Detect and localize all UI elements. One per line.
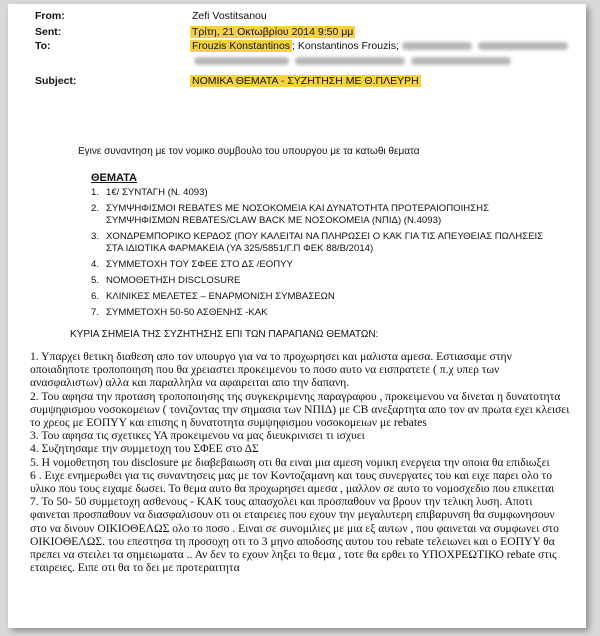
topic-item bbox=[91, 231, 561, 255]
email-printout bbox=[8, 4, 586, 628]
topic-text: ΣΥΜΨΗΦΙΣΜΟΙ REBATES ΜΕ ΝΟΣΟΚΟΜΕΙΑ ΚΑΙ ΔΥΝΑΤΟΤΗΤΑ ΠΡΟΤΕΡΑΙΟΠΟΙΗΣΗΣ ΣΥΜΨΗΦΙΣΜΩΝ REBATES/CLAW BACK ΜΕ ΝΟΣΟΚΟΜΕΙΑ (ΝΠΙΔ) (Ν.4093) bbox=[106, 203, 489, 226]
discussion-point: 7. Το 50- 50 συμμετοχη ασθενους - ΚΑΚ τους απασχολει και προσπαθουν να βρουν την τελικη λυση. Αποτι φαινεται προσπαθουν να διασφαλισουν οτι οι εταιρειες που εχουν την μεγαλυτερη επιβαρυνση θα συμφωνησουν στο να δινουν ΟΙΚΙΟΘΕΛΩΣ ολο το ποσο . Ειναι σε συνομιλιες με μια εξ αυτων , που φαινεται να συμφωνει στο ΟΙΚΙΟΘΕΛΩΣ. του επεστησα τη προσοχη οτι το 3 μηνο αποδοσης αυτου του rebate τελειωνει και ο ΕΟΠΥΥ θα πρεπει να στειλει τα σημειωματα .. Αν δεν το εχουν ληξει το θεμα , τοτε θα ερθει το ΥΠΟΧΡΕΩΤΙΚΟ rebate στις εταιρειες. Ειπε οτι θα το δει με προτεραιτητα bbox=[30, 495, 559, 575]
discussion-points bbox=[30, 350, 570, 574]
from-label: From: bbox=[35, 10, 65, 22]
topic-number: 3. bbox=[91, 231, 100, 242]
sent-value: Τρίτη, 21 Οκτωβρίου 2014 9:50 μμ bbox=[192, 26, 354, 38]
topic-text: ΧΟΝΔΡΕΜΠΟΡΙΚΟ ΚΕΡΔΟΣ (ΠΟΥ ΚΑΛΕΙΤΑΙ ΝΑ ΠΛΗΡΩΣΕΙ Ο ΚΑΚ ΓΙΑ ΤΙΣ ΑΠΕΥΘΕΙΑΣ ΠΩΛΗΣΕΙΣ ΣΤΑ ΙΔΙΩΤΙΚΑ ΦΑΡΜΑΚΕΙΑ (ΥΑ 325/5851/Γ.Π ΦΕΚ 88/Β/2014) bbox=[106, 231, 544, 254]
intro-text: Εγινε συναντηση με τον νομικο συμβουλο του υπουργου με τα κατωθι θεματα bbox=[78, 146, 420, 157]
topic-number: 5. bbox=[91, 275, 100, 286]
sent-label: Sent: bbox=[35, 26, 62, 38]
discussion-point: 3. Του αφησα τις σχετικες ΥΑ προκειμενου να μας διευκρινισει τι ισχυει bbox=[30, 429, 365, 443]
redacted-recipient bbox=[402, 42, 472, 50]
topic-text: 1€/ ΣΥΝΤΑΓΗ (Ν. 4093) bbox=[106, 187, 208, 198]
topic-number: 2. bbox=[91, 203, 100, 214]
topic-number: 1. bbox=[91, 187, 100, 198]
subject-value: ΝΟΜΙΚΑ ΘΕΜΑΤΑ - ΣΥΖΗΤΗΣΗ ΜΕ Θ.ΠΛΕΥΡΗ bbox=[192, 75, 419, 87]
topic-item bbox=[91, 275, 561, 287]
redacted-recipient bbox=[295, 57, 405, 65]
redacted-recipient bbox=[194, 57, 289, 65]
from-value: Zefi Vostitsanou bbox=[192, 10, 267, 22]
topic-text: ΝΟΜΟΘΕΤΗΣΗ DISCLOSURE bbox=[106, 275, 241, 286]
themata-title: ΘΕΜΑΤΑ bbox=[91, 172, 137, 184]
subject-label: Subject: bbox=[35, 75, 77, 87]
discussion-point: 1. Υπαρχει θετικη διαθεση απο τον υπουργο για να το προχωρησει και μαλιστα αμεσα. Εστιασαμε στην οποιαδηποτε τροποποιηση που θα χρειαστει προκειμενου το ποσο αυτο να εισπρατετε ( π.χ υπερ των ανασφαλιστων) αλλα και παραλληλα να αφαιρειται απο την δαπανη. bbox=[30, 350, 512, 390]
topic-text: ΣΥΜΜΕΤΟΧΗ 50-50 ΑΣΘΕΝΗΣ -ΚΑΚ bbox=[106, 307, 268, 318]
discussion-point: 5. Η νομοθετηση του disclosure με διαβεβαιωση οτι θα ειναι μια αμεση νομικη ενεργεια την οποια θα επιδιωξει bbox=[30, 455, 550, 469]
topic-item bbox=[91, 187, 561, 199]
redacted-recipients bbox=[194, 55, 514, 67]
discussion-point: 4. Συζητησαμε την συμμετοχη του ΣΦΕΕ στο ΔΣ bbox=[30, 442, 259, 456]
topic-text: ΚΛΙΝΙΚΕΣ ΜΕΛΕΤΕΣ – ΕΝΑΡΜΟΝΙΣΗ ΣΥΜΒΑΣΕΩΝ bbox=[106, 291, 335, 302]
to-value bbox=[190, 40, 571, 52]
topic-text: ΣΥΜΜΕΤΟΧΗ ΤΟΥ ΣΦΕΕ ΣΤΟ ΔΣ /ΕΟΠΥΥ bbox=[106, 259, 293, 270]
topic-item bbox=[91, 307, 561, 319]
topic-item bbox=[91, 291, 561, 303]
redacted-recipient bbox=[478, 42, 568, 50]
discussion-point: 6 . Ειχε ενημερωθει για τις συναντησεις μας με τον Κοντοζαμανη και τους συνεργατες του και ειχε παρει ολο το υλικο που τους ειχαμε δωσει. Το θεμα αυτο θα προχωρησει αμεσα , μαλλον σε αυτο το νομοσχεδιο που επικειται bbox=[30, 468, 555, 496]
topic-number: 7. bbox=[91, 307, 100, 318]
topic-item bbox=[91, 259, 561, 271]
topic-item bbox=[91, 203, 561, 227]
discussion-point: 2. Του αφησα την προταση τροποποιησης της συγκεκριμενης παραγραφου , προκειμενου να δινεται η δυνατοτητα συμψηφισμου νοσοκομειων ( τονιζοντας την σημασια των ΝΠΙΔ) με CB ανεξαρτητα απο τον αν πρωτα εχει κλεισει το χρεος με ΕΟΠΥΥ και επισης η δυνατοτητα συμψηφισμου νοσοκομειων με rebates bbox=[30, 389, 570, 430]
redacted-recipient bbox=[411, 57, 511, 65]
topic-number: 4. bbox=[91, 259, 100, 270]
to-second-recipient: ; Konstantinos Frouzis; bbox=[292, 40, 399, 52]
to-label: To: bbox=[35, 40, 51, 52]
main-points-title: ΚΥΡΙΑ ΣΗΜΕΙΑ ΤΗΣ ΣΥΖΗΤΗΣΗΣ ΕΠΙ ΤΩΝ ΠΑΡΑΠΑΝΩ ΘΕΜΑΤΩΝ: bbox=[70, 329, 379, 340]
topics-list bbox=[91, 187, 561, 323]
to-first-recipient: Frouzis Konstantinos bbox=[192, 40, 291, 52]
topic-number: 6. bbox=[91, 291, 100, 302]
